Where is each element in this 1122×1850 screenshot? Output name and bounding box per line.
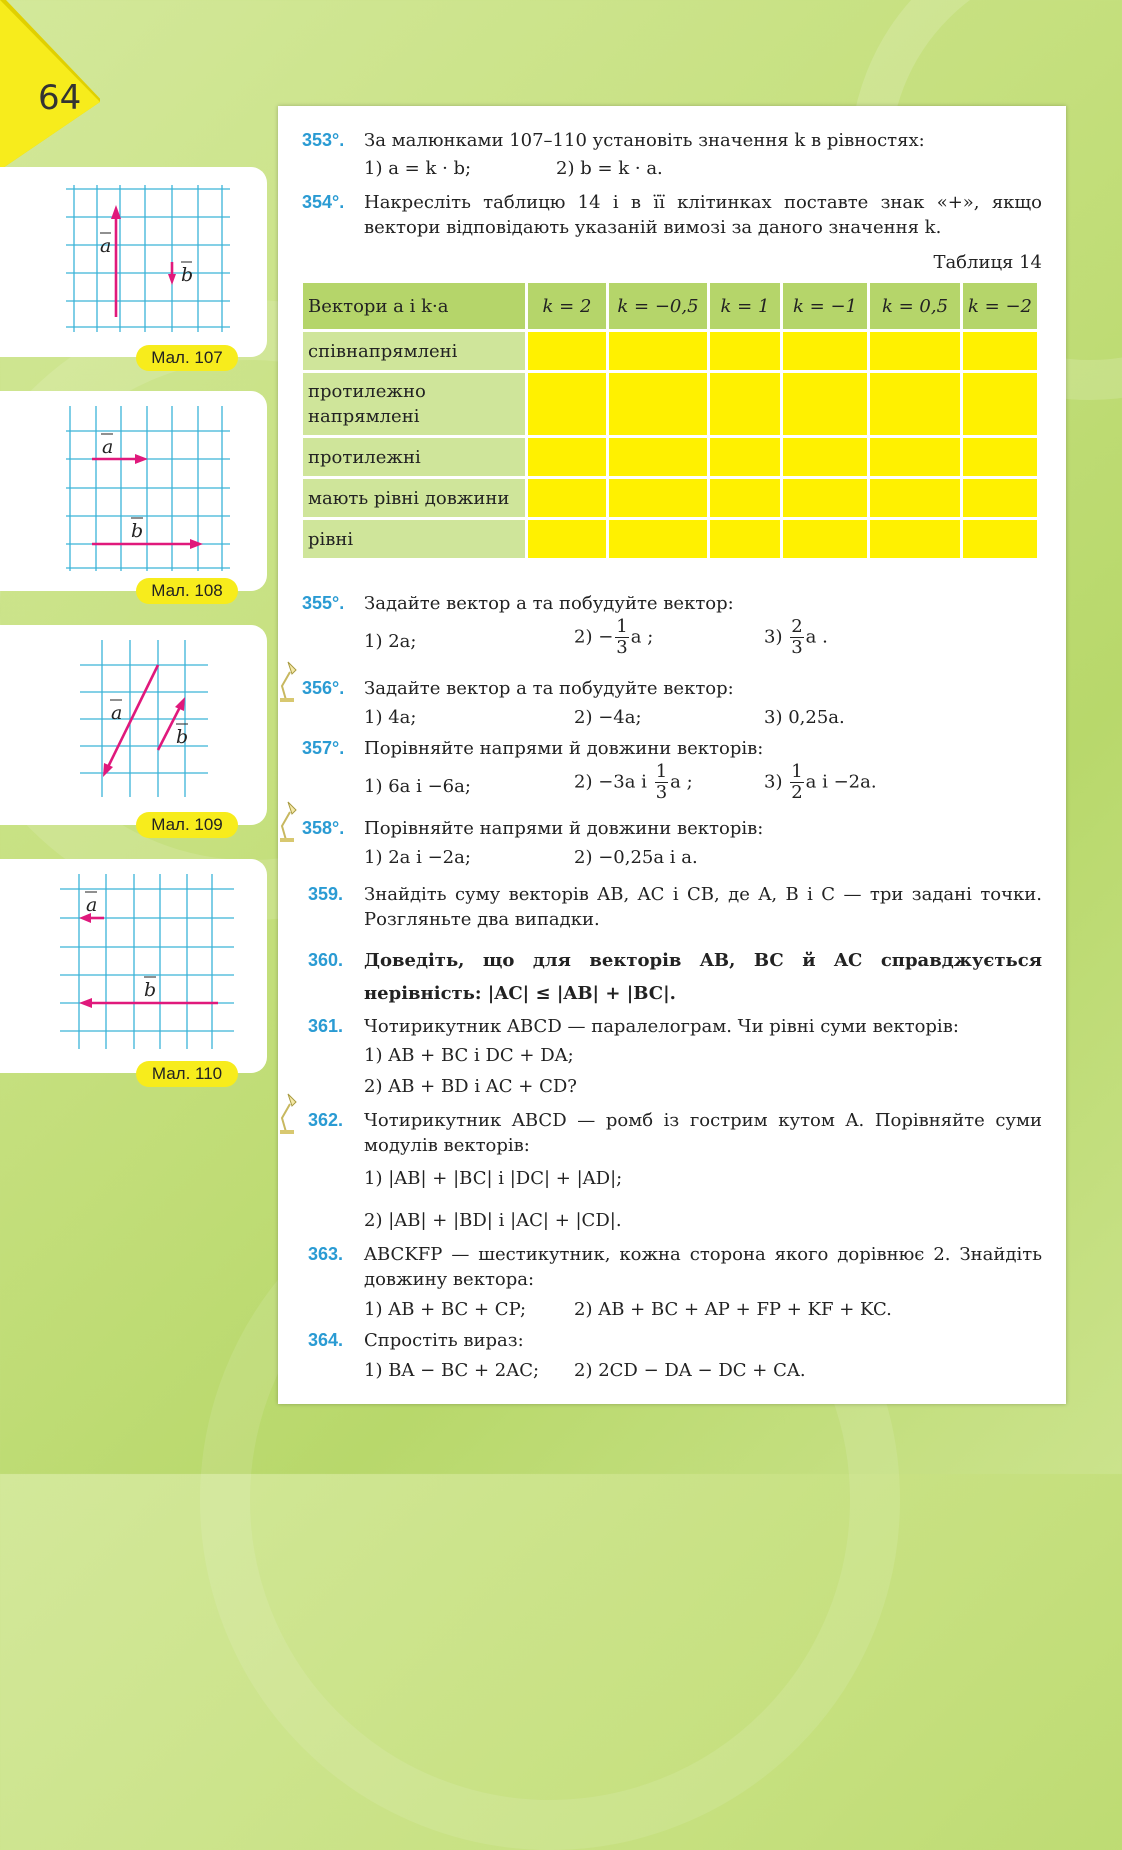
part-2: 2) −0,25a і a.	[574, 847, 698, 868]
exercise-panel	[278, 106, 1066, 1404]
table-cell	[870, 479, 960, 517]
exercise-number: 353°.	[302, 130, 345, 150]
exercise-number: 355°.	[302, 593, 345, 613]
vector-a-label: a	[100, 235, 112, 257]
figure-108-caption: Мал. 108	[136, 578, 238, 604]
part-2: 2) − $\frac{1}{3}$ a ;	[574, 616, 654, 658]
exercise-number: 356°.	[302, 678, 345, 698]
table-cell	[783, 438, 867, 476]
header-label: Вектори a і k·a	[303, 283, 525, 329]
table-cell	[528, 479, 606, 517]
table-cell	[783, 332, 867, 370]
col-header: k = −1	[783, 283, 867, 329]
col-header: k = 0,5	[870, 283, 960, 329]
figure-107-drawing	[0, 167, 267, 357]
exercise-number: 360.	[308, 950, 344, 970]
part-1: 1) 2a;	[364, 631, 417, 652]
exercise-text: Чотирикутник ABCD — паралелограм. Чи рівні суми векторів:	[364, 1016, 959, 1037]
part-2: 2) b = k · a.	[556, 158, 663, 179]
table-cell	[710, 373, 780, 435]
part-1: 1) BA − BC + 2AC;	[364, 1360, 540, 1381]
table-cell	[528, 332, 606, 370]
exercise-number: 359.	[308, 884, 344, 904]
exercise-text: За малюнками 107–110 установіть значення k в рівностях:	[364, 130, 925, 151]
exercise-text: Задайте вектор a та побудуйте вектор:	[364, 678, 734, 699]
figure-109	[0, 625, 267, 834]
vector-a-label: a	[111, 702, 123, 724]
table-cell	[870, 438, 960, 476]
part-2: 2) −4a;	[574, 707, 642, 728]
part-2: 2) AB + BD і AC + CD?	[364, 1076, 577, 1097]
table-row	[303, 479, 1037, 517]
vector-b-label: b	[144, 979, 157, 1001]
exercise-number: 363.	[308, 1244, 344, 1264]
table-14	[300, 280, 1040, 561]
part-3: 3) $\frac{1}{2}$ a і −2a.	[764, 761, 877, 803]
exercise-text: Спростіть вираз:	[364, 1330, 524, 1351]
part-2: 2) −3a і $\frac{1}{3}$ a ;	[574, 761, 693, 803]
table-cell	[710, 520, 780, 558]
part-2: 2) AB + BC + AP + FP + KF + KC.	[574, 1299, 892, 1320]
col-header: k = 1	[710, 283, 780, 329]
part-1: 1) AB + BC + CP;	[364, 1299, 527, 1320]
table-row	[303, 332, 1037, 370]
table-header-row	[303, 283, 1037, 329]
table-row	[303, 520, 1037, 558]
table-cell	[963, 479, 1037, 517]
vector-a-label: a	[86, 894, 98, 916]
exercise-text: Порівняйте напрями й довжини векторів:	[364, 818, 764, 839]
col-header: k = −2	[963, 283, 1037, 329]
exercise-text: Чотирикутник ABCD — ромб із гострим кутом A. Порівняйте суми модулів векторів:	[364, 1110, 1042, 1156]
figure-107	[0, 167, 267, 367]
part-2: 2) 2CD − DA − DC + CA.	[574, 1360, 806, 1381]
table-cell	[870, 373, 960, 435]
table-caption: Таблиця 14	[933, 252, 1042, 273]
exercise-text: Накресліть таблицю 14 і в її клітинках поставте знак «+», якщо вектори відповідають указаній вимозі за даного значення k.	[364, 192, 1042, 238]
table-cell	[710, 479, 780, 517]
vector-b-label: b	[176, 726, 189, 748]
figure-110-caption: Мал. 110	[136, 1061, 238, 1087]
table-cell	[609, 438, 707, 476]
figure-109-caption: Мал. 109	[136, 812, 238, 838]
vector-b-label: b	[131, 520, 144, 542]
exercise-number: 358°.	[302, 818, 345, 838]
table-cell	[963, 438, 1037, 476]
row-label: протилежно напрямлені	[303, 373, 525, 435]
table-cell	[963, 373, 1037, 435]
part-1: 1) 4a;	[364, 707, 417, 728]
table-cell	[870, 520, 960, 558]
part-3: 3) 0,25a.	[764, 707, 845, 728]
exercise-text: Порівняйте напрями й довжини векторів:	[364, 738, 764, 759]
row-label: рівні	[303, 520, 525, 558]
figure-110-drawing	[0, 859, 267, 1073]
table-cell	[609, 373, 707, 435]
vector-b-label: b	[181, 264, 194, 286]
part-1: 1) 6a і −6a;	[364, 776, 471, 797]
part-1: 1) AB + BC і DC + DA;	[364, 1045, 574, 1066]
table-cell	[528, 520, 606, 558]
table-cell	[528, 373, 606, 435]
table-cell	[609, 479, 707, 517]
table-cell	[963, 520, 1037, 558]
exercise-number: 357°.	[302, 738, 345, 758]
exercise-number: 362.	[308, 1110, 344, 1130]
exercise-number: 364.	[308, 1330, 344, 1350]
lamp-icon	[274, 800, 302, 844]
exercise-number: 361.	[308, 1016, 344, 1036]
exercise-text: Знайдіть суму векторів AB, AC і CB, де A, B і C — три задані точки. Розгляньте два випадки.	[364, 884, 1042, 930]
figure-110	[0, 859, 267, 1083]
exercise-text: ABCKFP — шестикутник, кожна сторона якого дорівнює 2. Знайдіть довжину вектора:	[364, 1244, 1042, 1290]
table-cell	[710, 332, 780, 370]
table-cell	[528, 438, 606, 476]
lamp-icon	[274, 660, 302, 704]
figure-107-caption: Мал. 107	[136, 345, 238, 371]
table-cell	[963, 332, 1037, 370]
part-1: 1) |AB| + |BC| і |DC| + |AD|;	[364, 1168, 623, 1189]
part-2: 2) |AB| + |BD| і |AC| + |CD|.	[364, 1210, 622, 1231]
lamp-icon	[274, 1092, 302, 1136]
col-header: k = 2	[528, 283, 606, 329]
table-row	[303, 373, 1037, 435]
table-cell	[609, 520, 707, 558]
table-cell	[783, 373, 867, 435]
part-1: 1) a = k · b;	[364, 158, 472, 179]
part-3: 3) $\frac{2}{3}$ a .	[764, 616, 828, 658]
exercise-text: Доведіть, що для векторів AB, BC й AC справджується нерівність: |AC| ≤ |AB| + |BC|.	[364, 950, 1042, 1004]
table-cell	[870, 332, 960, 370]
vector-a-label: a	[102, 436, 114, 458]
row-label: мають рівні довжини	[303, 479, 525, 517]
page-number: 64	[38, 78, 82, 118]
table-cell	[783, 479, 867, 517]
row-label: співнапрямлені	[303, 332, 525, 370]
exercise-number: 354°.	[302, 192, 345, 212]
figure-109-drawing	[0, 625, 267, 825]
table-row	[303, 438, 1037, 476]
figure-108-drawing	[0, 391, 267, 591]
col-header: k = −0,5	[609, 283, 707, 329]
exercise-text: Задайте вектор a та побудуйте вектор:	[364, 593, 734, 614]
table-cell	[609, 332, 707, 370]
table-cell	[783, 520, 867, 558]
table-cell	[710, 438, 780, 476]
figure-108	[0, 391, 267, 600]
part-1: 1) 2a і −2a;	[364, 847, 471, 868]
row-label: протилежні	[303, 438, 525, 476]
